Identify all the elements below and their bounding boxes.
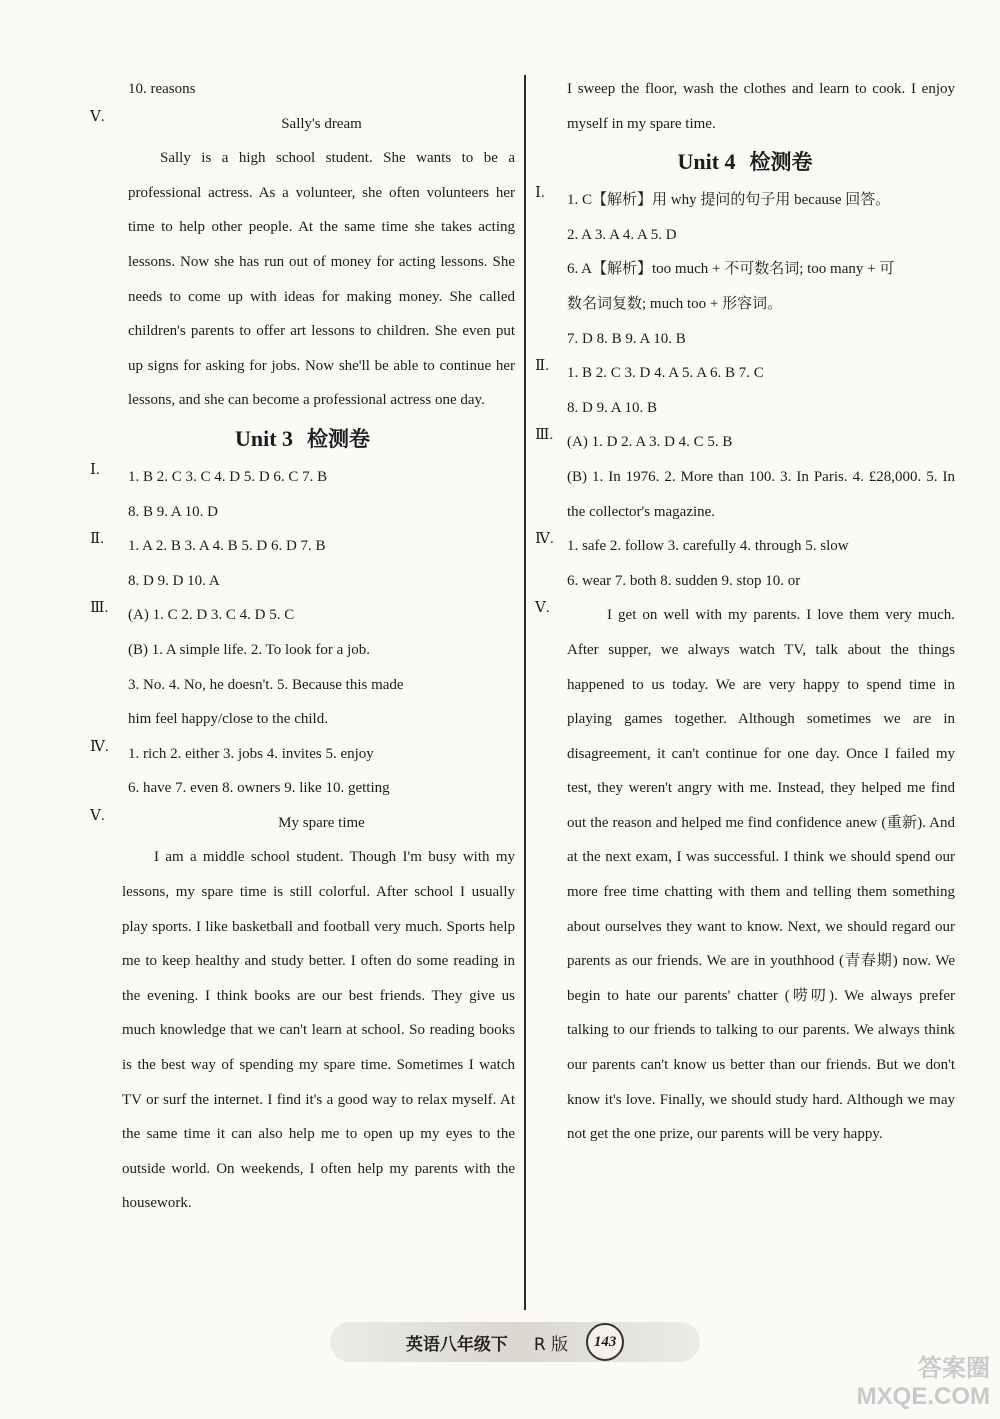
footer-edition: R 版 — [533, 1334, 569, 1355]
section-number: Ⅴ. — [90, 807, 105, 824]
section-number: Ⅱ. — [90, 531, 104, 548]
section-iii — [90, 598, 515, 667]
unit4-heading — [535, 141, 955, 183]
answer-line: 1. C【解析】用 why 提问的句子用 because 回答。 — [567, 192, 891, 209]
section-v-sally — [90, 107, 515, 142]
unit-title: Unit 4 — [677, 149, 736, 175]
unit-subtitle: 检测卷 — [749, 150, 813, 175]
column-divider — [524, 75, 526, 1310]
answer-line: 8. D 9. D 10. A — [128, 572, 220, 589]
answer-line: 1. A 2. B 3. A 4. B 5. D 6. D 7. B — [128, 538, 326, 555]
essay-continuation: I sweep the floor, wash the clothes and learn to cook. I enjoy myself in my spare time. — [567, 81, 955, 132]
section-iii — [535, 425, 955, 460]
answer-line: 2. A 3. A 4. A 5. D — [567, 226, 677, 243]
section-number: Ⅰ. — [90, 461, 100, 478]
answer-line: 1. B 2. C 3. D 4. A 5. A 6. B 7. C — [567, 365, 764, 382]
answer-line: 8. B 9. A 10. D — [128, 503, 219, 520]
answer-line: 1. safe 2. follow 3. carefully 4. through 5. slow — [567, 538, 849, 555]
section-number: Ⅱ. — [535, 358, 549, 375]
page-footer — [330, 1322, 700, 1362]
section-number: Ⅲ. — [90, 600, 109, 617]
answer-line: 数名词复数; much too + 形容词。 — [567, 295, 783, 312]
answer-line: (B) 1. A simple life. 2. To look for a job. — [128, 641, 370, 658]
essay-title: My spare time — [278, 814, 365, 831]
answer-paragraph: (B) 1. In 1976. 2. More than 100. 3. In Paris. 4. £28,000. 5. In the collector's magazine. — [567, 468, 955, 520]
answer-line: 10. reasons — [128, 81, 196, 97]
answer-line: 1. rich 2. either 3. jobs 4. invites 5. enjoy — [128, 745, 374, 762]
answer-line: 7. D 8. B 9. A 10. B — [567, 330, 686, 347]
unit-title: Unit 3 — [234, 425, 294, 451]
page-number-badge — [586, 1323, 624, 1361]
section-number: Ⅳ. — [90, 738, 109, 755]
footer-subject: 英语八年级下 — [405, 1334, 508, 1355]
answer-line: 8. D 9. A 10. B — [567, 399, 658, 416]
section-iv — [535, 529, 955, 598]
section-iv — [90, 737, 515, 806]
answer-line: 6. A【解析】too much + 不可数名词; too many + 可 — [567, 261, 895, 278]
section-ii — [90, 529, 515, 598]
section-i — [90, 460, 515, 529]
section-number: Ⅲ. — [535, 427, 554, 444]
essay-body: Sally is a high school student. She wants to be a professional actress. As a volunteer, she often volunteers her time to help other people. At the same time she takes acting lessons. Now she has run out of money for acting lessons. She needs to come up with ideas for making money. She called children's parents to offer art lessons to children. She even put up signs for asking for jobs. Now she'll be able to continue her lessons, and she can become a professional actress one day. — [128, 150, 515, 409]
section-number: Ⅴ. — [535, 600, 550, 617]
essay-body: I get on well with my parents. I love them very much. After supper, we always watch TV, talk about the things happened to us today. We are very happy to spend time in playing games together. Although sometimes we are in disagreement, it can't continue for one day. Once I failed my test, they weren't angry with me. Instead, they helped me find out the reason and helped me find confidence anew (重新). And at the next exam, I was successful. I think we should spend our more free time chatting with them and telling them something about ourselves they want to know. Next, we should regard our parents as our friends. We are in youthhood (青春期) now. We begin to hate our parents' chatter (唠叨). We always prefer talking to our friends to talking to our parents. We always think our parents can't know us better than our friends. But we don't know it's love. Finally, we should study hard. Although we may not get the one prize, our parents will be very happy. — [567, 607, 955, 1143]
watermark-url: MXQE.COM — [856, 1383, 990, 1410]
answer-line: 6. have 7. even 8. owners 9. like 10. getting — [128, 780, 390, 797]
section-v-spare-time — [90, 806, 515, 841]
unit-subtitle: 检测卷 — [307, 426, 371, 451]
right-column — [535, 72, 955, 1152]
answer-line: (A) 1. D 2. A 3. D 4. C 5. B — [567, 434, 733, 451]
page-number: 143 — [593, 1333, 617, 1350]
watermark-logo — [820, 1355, 990, 1415]
watermark-text: 答案圈 — [918, 1355, 990, 1382]
answer-line: 1. B 2. C 3. C 4. D 5. D 6. C 7. B — [128, 468, 328, 485]
essay-body: I am a middle school student. Though I'm busy with my lessons, my spare time is still colorful. After school I usually play sports. I like basketball and football very much. Sports help me to keep healthy and study better. I often do some reading in the evening. I think books are our best friends. They give us much knowledge that we can't learn at school. So reading books is the best way of spending my spare time. Sometimes I watch TV or surf the internet. I find it's a good way to relax myself. At the same time it can also help me to open up my eyes to the outside world. On weekends, I often help my parents with the housework. — [122, 849, 515, 1212]
section-number: Ⅴ. — [90, 108, 105, 125]
answer-line: (A) 1. C 2. D 3. C 4. D 5. C — [128, 607, 295, 624]
unit3-heading — [90, 418, 515, 460]
section-i — [535, 183, 955, 287]
answer-line: him feel happy/close to the child. — [128, 711, 328, 728]
section-number: Ⅳ. — [535, 531, 554, 548]
section-ii — [535, 356, 955, 425]
section-v — [535, 598, 955, 1152]
answer-line: 6. wear 7. both 8. sudden 9. stop 10. or — [567, 572, 801, 589]
left-column — [90, 72, 515, 1221]
answer-line: 3. No. 4. No, he doesn't. 5. Because this made — [128, 676, 404, 693]
section-number: Ⅰ. — [535, 185, 545, 202]
essay-title: Sally's dream — [281, 115, 362, 132]
